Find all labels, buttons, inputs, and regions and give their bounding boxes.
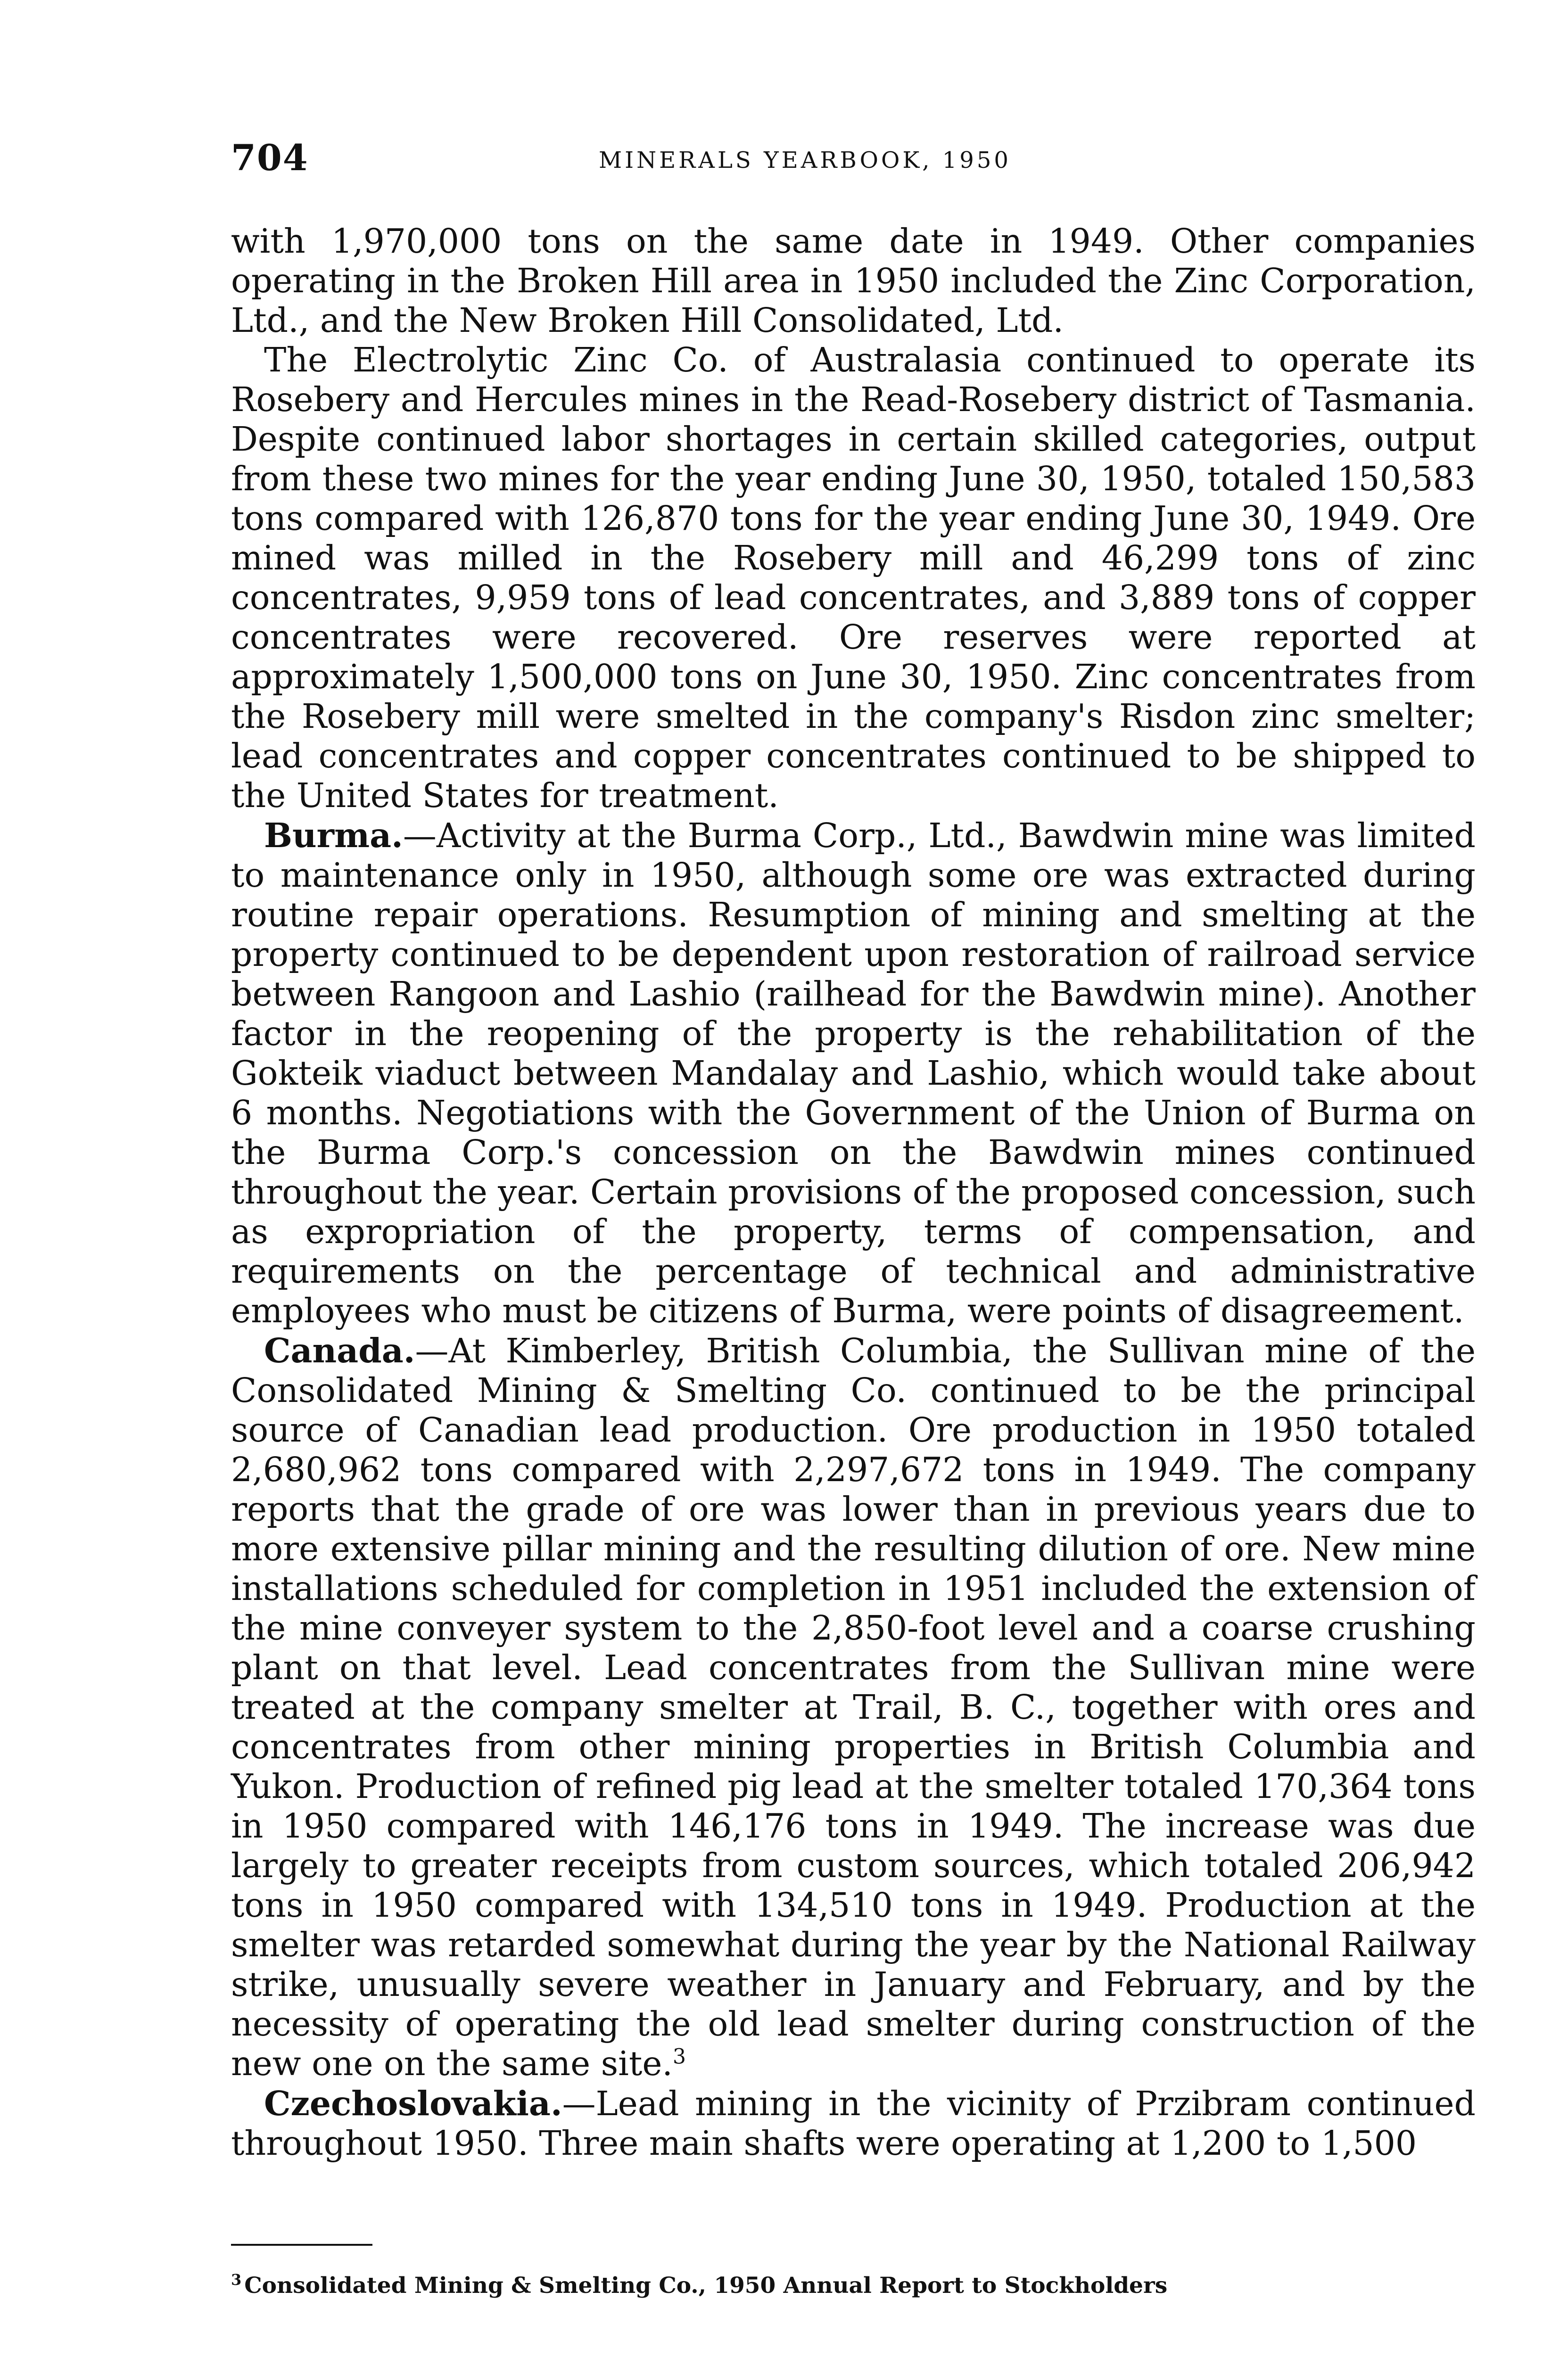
- paragraph-canada: [231, 1331, 1476, 2084]
- country-heading-canada: Canada.: [264, 1331, 415, 1370]
- paragraph-text: —Activity at the Burma Corp., Ltd., Bawdwin mine was limited to maintenance only in 1950, although some ore was extracted during routine repair operations. Resumption of mining and smelting at the property continued to be dependent upon restoration of railroad service between Rangoon and Lashio (railhead for the Bawdwin mine). Another factor in the reopening of the property is the rehabilitation of the Gokteik viaduct between Mandalay and Lashio, which would take about 6 months. Negotiations with the Government of the Union of Burma on the Burma Corp.'s concession on the Bawdwin mines continued throughout the year. Certain provisions of the proposed concession, such as expropriation of the property, terms of compensation, and requirements on the percentage of technical and administrative employees who must be citizens of Burma, were points of disagreement.: [231, 816, 1476, 1330]
- body-text: [231, 222, 1476, 2163]
- footnote: [231, 2272, 1476, 2299]
- paragraph-czechoslovakia: [231, 2084, 1476, 2163]
- paragraph-text: —At Kimberley, British Columbia, the Sullivan mine of the Consolidated Mining & Smelting Co. continued to be the principal source of Canadian lead production. Ore production in 1950 totaled 2,680,962 tons compared with 2,297,672 tons in 1949. The company reports that the grade of ore was lower than in previous years due to more extensive pillar mining and the resulting dilution of ore. New mine installations scheduled for completion in 1951 included the extension of the mine conveyer system to the 2,850-foot level and a coarse crushing plant on that level. Lead concentrates from the Sullivan mine were treated at the company smelter at Trail, B. C., together with ores and concentrates from other mining properties in British Columbia and Yukon. Production of refined pig lead at the smelter totaled 170,364 tons in 1950 compared with 146,176 tons in 1949. The increase was due largely to greater receipts from custom sources, which totaled 206,942 tons in 1950 compared with 134,510 tons in 1949. Production at the smelter was retarded somewhat during the year by the National Railway strike, unusually severe weather in January and February, and by the necessity of operating the old lead smelter during construction of the new one on the same site.: [231, 1331, 1476, 2083]
- footnote-text: Consolidated Mining & Smelting Co., 1950 Annual Report to Stockholders: [244, 2273, 1168, 2299]
- paragraph-burma: [231, 816, 1476, 1331]
- running-title: MINERALS YEARBOOK, 1950: [599, 147, 1011, 173]
- footnote-divider: [231, 2244, 372, 2246]
- paragraph-broken-hill: [231, 222, 1476, 340]
- footnote-reference: 3: [672, 2044, 686, 2069]
- running-header: [231, 137, 1476, 189]
- paragraph-text: The Electrolytic Zinc Co. of Australasia continued to operate its Rosebery and Hercules mines in the Read-Rosebery district of Tasmania. Despite continued labor shortages in certain skilled categories, output from these two mines for the year ending June 30, 1950, totaled 150,583 tons compared with 126,870 tons for the year ending June 30, 1949. Ore mined was milled in the Rosebery mill and 46,299 tons of zinc concentrates, 9,959 tons of lead concentrates, and 3,889 tons of copper concentrates were recovered. Ore reserves were reported at approximately 1,500,000 tons on June 30, 1950. Zinc concentrates from the Rosebery mill were smelted in the company's Risdon zinc smelter; lead concentrates and copper concentrates continued to be shipped to the United States for treatment.: [231, 340, 1476, 815]
- page-number: 704: [231, 137, 309, 179]
- country-heading-burma: Burma.: [264, 816, 403, 855]
- paragraph-text: —Lead mining in the vicinity of Przibram continued throughout 1950. Three main shafts were operating at 1,200 to 1,500: [231, 2084, 1476, 2163]
- footnote-marker: 3: [231, 2271, 242, 2289]
- paragraph-text: with 1,970,000 tons on the same date in 1949. Other companies operating in the Broken Hill area in 1950 included the Zinc Corporation, Ltd., and the New Broken Hill Consolidated, Ltd.: [231, 222, 1476, 340]
- paragraph-electrolytic-zinc: [231, 340, 1476, 816]
- country-heading-czechoslovakia: Czechoslovakia.: [264, 2084, 562, 2123]
